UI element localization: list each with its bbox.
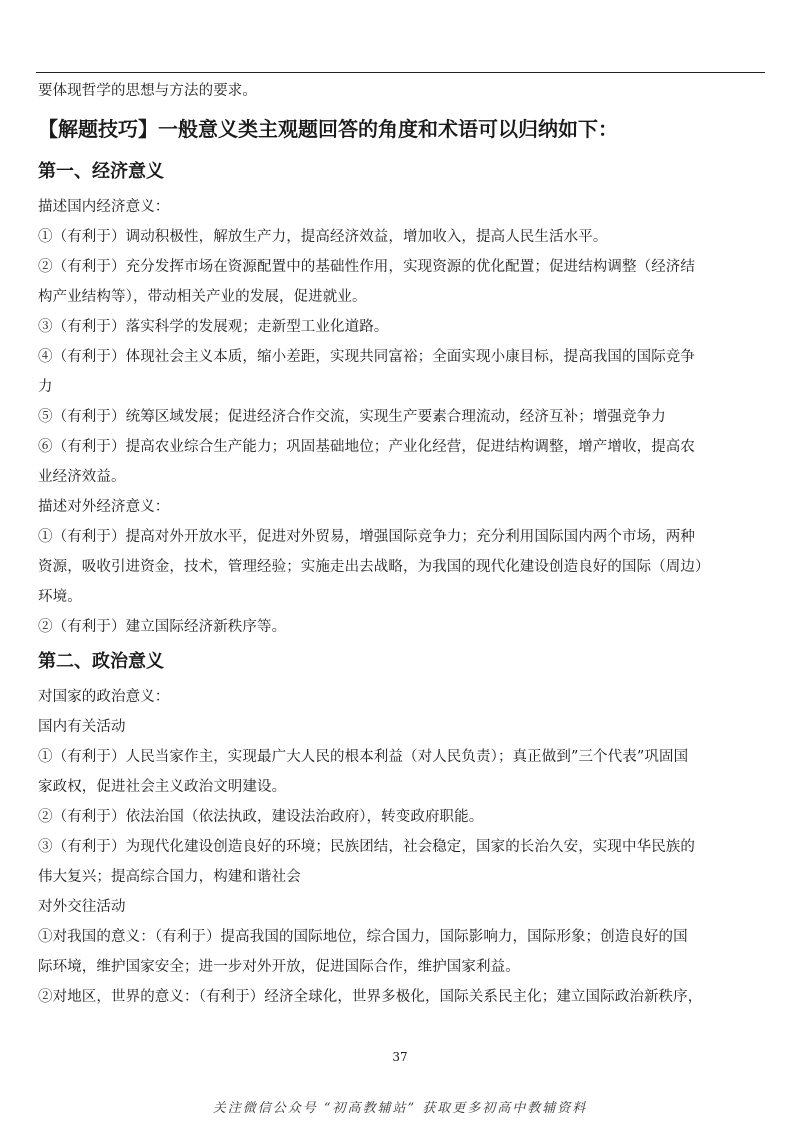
- text-line: ②（有利于）依法治国（依法执政，建设法治政府），转变政府职能。: [38, 809, 484, 825]
- text-line: 要体现哲学的思想与方法的要求。: [38, 83, 257, 99]
- text-line: 环境。: [38, 589, 82, 605]
- text-line: 家政权，促进社会主义政治文明建设。: [38, 779, 287, 795]
- section-heading: 【解题技巧】一般意义类主观题回答的角度和术语可以归纳如下：: [38, 117, 618, 141]
- text-line: ④（有利于）体现社会主义本质，缩小差距，实现共同富裕；全面实现小康目标，提高我国的国际竞争: [38, 349, 695, 365]
- text-line: ②（有利于）建立国际经济新秩序等。: [38, 619, 287, 635]
- text-line: ②（有利于）充分发挥市场在资源配置中的基础性作用，实现资源的优化配置；促进结构调整（经济结: [38, 259, 695, 275]
- text-line: 资源，吸收引进资金，技术，管理经验；实施走出去战略，为我国的现代化建设创造良好的国际（周边）: [38, 559, 710, 575]
- text-line: 国内有关活动: [38, 719, 126, 735]
- text-line: 对外交往活动: [38, 899, 126, 915]
- text-line: 描述对外经济意义：: [38, 499, 170, 515]
- text-line: ③（有利于）为现代化建设创造良好的环境；民族团结，社会稳定，国家的长治久安，实现中华民族的: [38, 839, 695, 855]
- text-line: 业经济效益。: [38, 469, 126, 485]
- text-line: 构产业结构等），带动相关产业的发展，促进就业。: [38, 289, 367, 305]
- text-line: ⑤（有利于）统筹区域发展；促进经济合作交流，实现生产要素合理流动，经济互补；增强竞争力: [38, 409, 666, 425]
- text-line: 对国家的政治意义：: [38, 689, 170, 705]
- text-line: ①（有利于）调动积极性，解放生产力，提高经济效益，增加收入，提高人民生活水平。: [38, 229, 608, 245]
- subsection-heading: 第二、政治意义: [38, 651, 164, 672]
- text-line: ③（有利于）落实科学的发展观；走新型工业化道路。: [38, 319, 389, 335]
- text-line: ①对我国的意义：（有利于）提高我国的国际地位，综合国力，国际影响力，国际形象；创造良好的国: [38, 929, 688, 945]
- text-line: 伟大复兴；提高综合国力，构建和谐社会: [38, 869, 301, 885]
- page-number: 37: [392, 1050, 408, 1064]
- text-line: ①（有利于）人民当家作主，实现最广大人民的根本利益（对人民负责）；真正做到”三个代表”巩固国: [38, 749, 689, 765]
- header-rule: [36, 72, 765, 73]
- document-body: [38, 76, 766, 1012]
- text-line: ⑥（有利于）提高农业综合生产能力；巩固基础地位；产业化经营，促进结构调整，增产增收，提高农: [38, 439, 695, 455]
- footer-note: 关注微信公众号 “初高教辅站” 获取更多初高中教辅资料: [212, 1101, 588, 1116]
- text-line: 描述国内经济意义：: [38, 199, 170, 215]
- text-line: ①（有利于）提高对外开放水平，促进对外贸易，增强国际竞争力；充分利用国际国内两个市场，两种: [38, 529, 695, 545]
- text-line: ②对地区，世界的意义：（有利于）经济全球化，世界多极化，国际关系民主化；建立国际政治新秩序，: [38, 989, 703, 1005]
- text-line: 力: [38, 379, 53, 395]
- subsection-heading: 第一、经济意义: [38, 161, 164, 182]
- text-line: 际环境，维护国家安全；进一步对外开放，促进国际合作，维护国家利益。: [38, 959, 520, 975]
